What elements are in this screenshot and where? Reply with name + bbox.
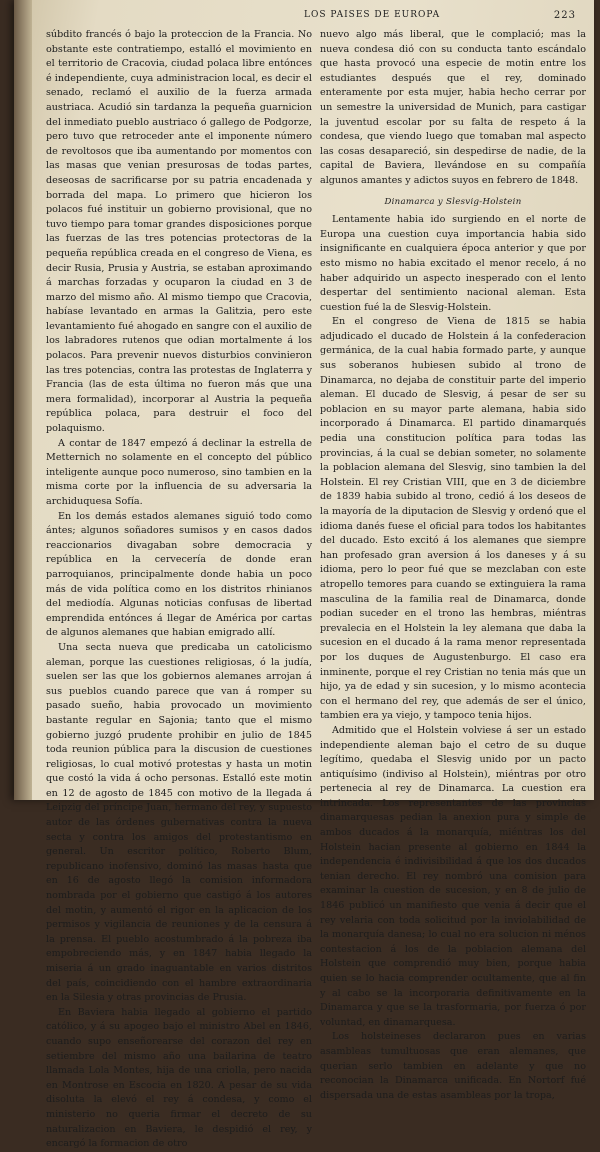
running-title: LOS PAISES DE EUROPA bbox=[304, 10, 441, 20]
section-title: Dinamarca y Slesvig-Holstein bbox=[384, 196, 522, 207]
book-page bbox=[14, 0, 594, 1150]
paragraph: Admitido que el Holstein volviese á ser un estado independiente aleman bajo el cetro de su duque legítimo, quedaba el Slesvig unido por un pacto antiquísimo (indiviso al Holstein), miéntras por otro pertenecia al rey de Dinamarca. La cuestion era intrincada. Los representantes de las provincias dinamarquesas pedian la anexion pura y simple de ambos ducados á la monarquía, miéntras los del Holstein hacian presente al gobierno en 1844 la independencia é indivisibilidad á que los dos ducados tenian derecho. El rey nombró una comision para examinar la cuestion de sucesion, y en 8 de julio de 1846 publicó un manifiesto que venia á decir que el rey velaria con toda solicitud por la inviolabilidad de la monarquía danesa; lo cual no era solucion ni ménos contestacion á los de la poblacion alemana del Holstein que comprendió muy bien, porque habia quien se lo hacia comprender ocultamente, que al fin y al cabo se la incorporaria definitivamente en la Dinamarca y que se la trasformaria, por fuerza ó por voluntad, en dinamarquesa. bbox=[320, 724, 586, 1028]
paragraph: Una secta nueva que predicaba un catolicismo aleman, porque las cuestiones religiosas, ó la judía, suelen ser las que los gobiernos alemanes arrojan á sus pueblos cuando parece que van á romper su pasado sueño, habia provocado un movimiento bastante regular en Sajonia; tanto que el mismo gobierno juzgó prudente prohibir en julio de 1845 toda reunion pública para la discusion de cuestiones religiosas, lo cual motivó protestas y hasta un motin que costó la vida á ocho personas. Estalló este motin en 12 de agosto de 1845 con motivo de la llegada á Leipzig del príncipe Juan, hermano del rey, y supuesto autor de las órdenes gubernativas contra la nueva secta y contra los amigos del protestantismo en general. Un escritor político, Roberto Blum, republicano inofensivo, dominó las masas hasta que en 16 de agosto llegó la comision informadora nombrada por el gobierno que castigó á los autores del motin, y aumentó el rigor en la aplicacion de los permisos y vigilancia de reuniones y de la censura á la prensa. El pueblo acostumbrado á la pobreza iba empobreciendo más, y en 1847 habia llegado la miseria á un grado inaguantable en varios distritos del país, coincidiendo con el hambre extraordinaria en la Silesia y otras provincias de Prusia. bbox=[46, 641, 312, 1004]
paragraph: A contar de 1847 empezó á declinar la estrella de Metternich no solamente en el concepto del público inteligente aunque poco numeroso, sino tambien en la misma corte por la influencia de su adversaria la archiduquesa Sofía. bbox=[46, 437, 312, 507]
book-spine-shadow bbox=[14, 0, 32, 800]
paragraph: En el congreso de Viena de 1815 se habia adjudicado el ducado de Holstein á la confederacion germánica, de la cual habia formado parte, y aunque sus soberanos hubiesen subido al trono de Dinamarca, no dejaba de constituir parte del imperio aleman. El ducado de Slesvig, á pesar de ser su poblacion en su mayor parte alemana, habia sido incorporado á Dinamarca. El partido dinamarqués pedia una constitucion política para todas las provincias, á la cual se debian someter, no solamente la poblacion alemana del Slesvig, sino tambien la del Holstein. El rey Cristian VIII, que en 3 de diciembre de 1839 habia subido al trono, cedió á los deseos de la mayoría de la diputacion de Slesvig y ordenó que el idioma danés fuese el oficial para todos los habitantes del ducado. Esto excitó á los alemanes que siempre han profesado gran aversion á los daneses y á su idioma, pero lo peor fué que se mezclaban con este atropello temores para cuando se extinguiera la rama masculina de la familia real de Dinamarca, donde podian suceder en el trono las hembras, miéntras prevalecia en el Holstein la ley alemana que daba la sucesion en el ducado á la rama menor representada por los duques de Augustenburgo. El caso era inminente, porque el rey Cristian no tenia más que un hijo, ya de edad y sin sucesion, y lo mismo acontecia con el hermano del rey, que además de ser el único, tambien era ya viejo, y tampoco tenia hijos. bbox=[320, 316, 586, 722]
right-text-column bbox=[320, 28, 586, 1101]
paragraph: nuevo algo más liberal, que le complació; mas la nueva condesa dió con su conducta tanto escándalo que hasta provocó una especie de motin entre los estudiantes después que el rey, dominado enteramente por esta mujer, habia hecho cerrar por un semestre la universidad de Munich, para castigar la juventud escolar por su falta de respeto á la condesa, que viendo luego que tomaban mal aspecto las cosas desapareció, sin despedirse de nadie, de la capital de Baviera, llevándose en su compañía algunos amantes y adictos suyos en febrero de 1848. bbox=[320, 29, 586, 186]
paragraph: En los demás estados alemanes siguió todo como ántes; algunos soñadores sumisos y en casos dados reaccionarios divagaban sobre democracia y república en la cervecería de donde eran parroquianos, principalmente donde habia un poco más de vida política como en los distritos rhinianos del mediodía. Algunas noticias confusas de libertad emprendida entónces á llegar de América por cartas de algunos alemanes que habian emigrado allí. bbox=[46, 510, 312, 639]
paragraph: súbdito francés ó bajo la proteccion de la Francia. No obstante este contratiempo, estalló el movimiento en el territorio de Cracovia, ciudad polaca libre entónces é independiente, cuya administracion local, es decir el senado, reclamó el auxilio de la fuerza armada austriaca. Acudió sin tardanza la pequeña guarnicion del inmediato pueblo austriaco ó gallego de Podgorze, pero tuvo que retroceder ante el imponente número de revoltosos que iba aumentando por momentos con las masas que venian presurosas de todas partes, deseosas de sacrificarse por su patria encadenada y borrada del mapa. Lo primero que hicieron los polacos fué instituir un gobierno provisional, que no tuvo tiempo para tomar grandes disposiciones porque las fuerzas de las tres potencias protectoras de la pequeña república creada en el congreso de Viena, es decir Rusia, Prusia y Austria, se estaban aproximando á marchas forzadas y ocuparon la ciudad en 3 de marzo del mismo año. Al mismo tiempo que Cracovia, habíase levantado en armas la Galitzia, pero este levantamiento fué ahogado en sangre con el auxilio de los labradores rutenos que odian mortalmente á los polacos. Para prevenir nuevos disturbios convinieron las tres potencias, contra las protestas de Inglaterra y Francia (las de esta última no fueron más que una mera formalidad), incorporar al Austria la pequeña república polaca, para destruir el foco del polaquismo. bbox=[46, 29, 312, 435]
paragraph: Lentamente habia ido surgiendo en el norte de Europa una cuestion cuya importancia habia sido insignificante en cualquiera época anterior y que por esto mismo no habia excitado el menor recelo, á no haber adquirido un aspecto inesperado con el lento despertar del sentimiento nacional aleman. Esta cuestion fué la de Slesvig-Holstein. bbox=[320, 214, 586, 313]
paragraph: Los holsteineses declararon pues en varias asambleas tumultuosas que eran alemanes, que querian serlo tambien en adelante y que no reconocian la Dinamarca unificada. En Nortorf fué dispersada una de estas asambleas por la tropa, bbox=[320, 1031, 586, 1101]
paragraph: En Baviera habia llegado al gobierno el partido católico, y á su apogeo bajo el ministro Abel en 1846, cuando supo enseñorearse del corazon del rey en setiembre del mismo año una bailarina de teatro llamada Lola Montes, hija de una criolla, pero nacida en Montrose en Escocia en 1820. A pesar de su vida disoluta la elevó el rey á condesa, y como el ministerio no queria firmar el decreto de su naturalizacion en Baviera, le despidió el rey, y encargó la formacion de otro bbox=[46, 1006, 312, 1150]
left-text-column bbox=[46, 28, 312, 1150]
page-header bbox=[294, 10, 594, 24]
page-number: 223 bbox=[553, 10, 576, 21]
